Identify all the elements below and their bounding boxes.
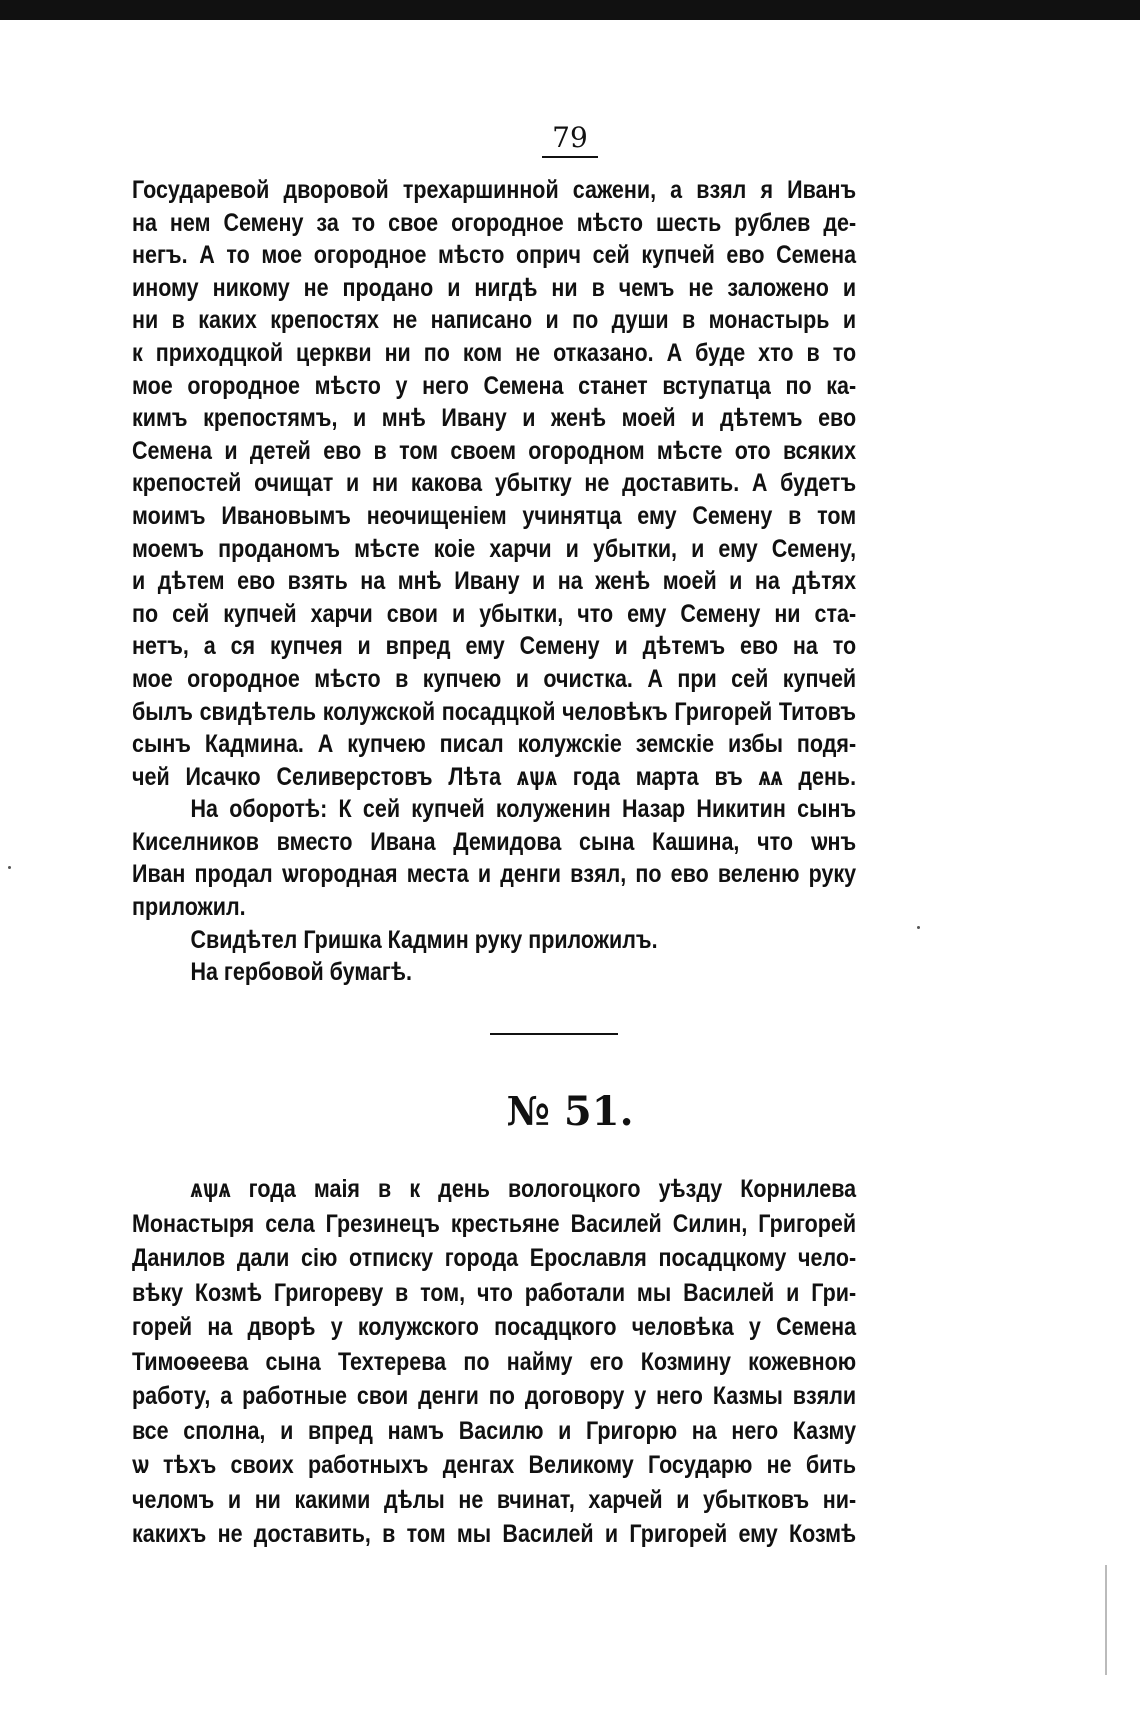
text-line: и дѣтем ево взять на мнѣ Ивану и на женѣ моей и на дѣтях <box>132 567 857 596</box>
text-line: ѧѱѧ года маія в к день вологоцкого уѣзду Корнилева <box>190 1175 857 1203</box>
text-line: негъ. А то мое огородное мѣсто оприч сей купчей ево Семена <box>132 241 857 270</box>
text-line: Монастыря села Грезинецъ крестьяне Василей Силин, Григорей <box>132 1209 857 1238</box>
text-line: чей Исачко Селиверстовъ Лѣта ѧѱѧ года марта въ ѧѧ день. <box>132 762 857 791</box>
text-line: иному никому не продано и нигдѣ ни в чемъ не заложено и <box>132 273 857 302</box>
text-line: челомъ и ни какими дѣлы не вчинат, харчей и убытковъ ни- <box>132 1485 857 1514</box>
text-line: по сей купчей харчи свои и убытки, что ему Семену ни ста- <box>132 599 857 628</box>
scan-top-edge <box>0 0 1140 20</box>
text-line: на нем Семену за то свое огородное мѣсто шесть рублев де- <box>132 208 857 237</box>
text-line: На оборотѣ: К сей купчей колуженин Назар Никитин сынъ <box>190 795 857 824</box>
text-line: моимъ Ивановымъ неочищеніем учинятца ему Семену в том <box>132 501 857 530</box>
text-line: вѣку Козмѣ Григореву в том, что работали мы Василей и Гри- <box>132 1278 857 1307</box>
text-line: моемъ проданомъ мѣсте коіе харчи и убытки, и ему Семену, <box>132 534 857 563</box>
text-line: Государевой дворовой трехаршинной сажени, а взял я Иванъ <box>132 176 857 204</box>
text-line: мое огородное мѣсто в купчею и очистка. А при сей купчей <box>132 664 857 693</box>
text-line: нетъ, а ся купчея и впред ему Семену и дѣтемъ ево на то <box>132 632 857 661</box>
text-line: горей на дворѣ у колужского посадцкого человѣка у Семена <box>132 1313 857 1341</box>
text-line: работу, а работные свои денги по договору у него Казмы взяли <box>132 1382 857 1410</box>
text-line: сынъ Кадмина. А купчею писал колужскіе земскіе избы подя- <box>132 730 857 759</box>
text-line: все сполна, и впред намъ Василю и Григорю на него Казму <box>132 1416 857 1445</box>
text-line: приложил. <box>132 893 246 922</box>
text-line: мое огородное мѣсто у него Семена станет вступатца по ка- <box>132 371 857 400</box>
text-line: ѡ тѣхъ своих работныхъ денгах Великому Государю не бить <box>132 1451 857 1479</box>
text-line: к приходцкой церкви ни по ком не отказано. А буде хто в то <box>132 338 857 367</box>
scan-margin-mark <box>1105 1565 1107 1675</box>
text-line: ни в каких крепостях не написано и по души в монастырь и <box>132 306 857 335</box>
text-line: былъ свидѣтель колужской посадцкой человѣкъ Григорей Титовъ <box>132 697 857 726</box>
text-line: Иван продал ѡгородная места и денги взял, по ево веленю руку <box>132 860 857 889</box>
section-divider <box>490 1033 618 1035</box>
scan-speck <box>8 866 11 869</box>
page-number: 79 <box>0 120 1140 158</box>
document-number-heading: № 51. <box>506 1088 634 1135</box>
paragraph-receipt <box>132 1172 856 1552</box>
witness-line: Свидѣтел Гришка Кадмин руку приложилъ. <box>190 925 658 954</box>
text-line: крепостей очищат и ни какова убытку не доставить. А будетъ <box>132 469 857 498</box>
text-line: кимъ крепостямъ, и мнѣ Ивану и женѣ моей и дѣтемъ ево <box>132 404 857 433</box>
text-line: какихъ не доставить, в том мы Василей и Григорей ему Козмѣ <box>132 1520 857 1548</box>
text-line: Киселников вместо Ивана Демидова сына Кашина, что ѡнъ <box>132 827 857 856</box>
text-line: Тимоѳеева сына Техтерева по найму его Козмину кожевною <box>132 1347 857 1376</box>
stamp-paper-note: На гербовой бумагѣ. <box>190 958 412 987</box>
scan-speck <box>917 926 920 929</box>
paragraph-sale-deed <box>132 174 856 989</box>
text-line: Данилов дали сію отписку города Ерославля посадцкому чело- <box>132 1244 857 1272</box>
text-line: Семена и детей ево в том своем огородном мѣсте ото всяких <box>132 436 857 465</box>
